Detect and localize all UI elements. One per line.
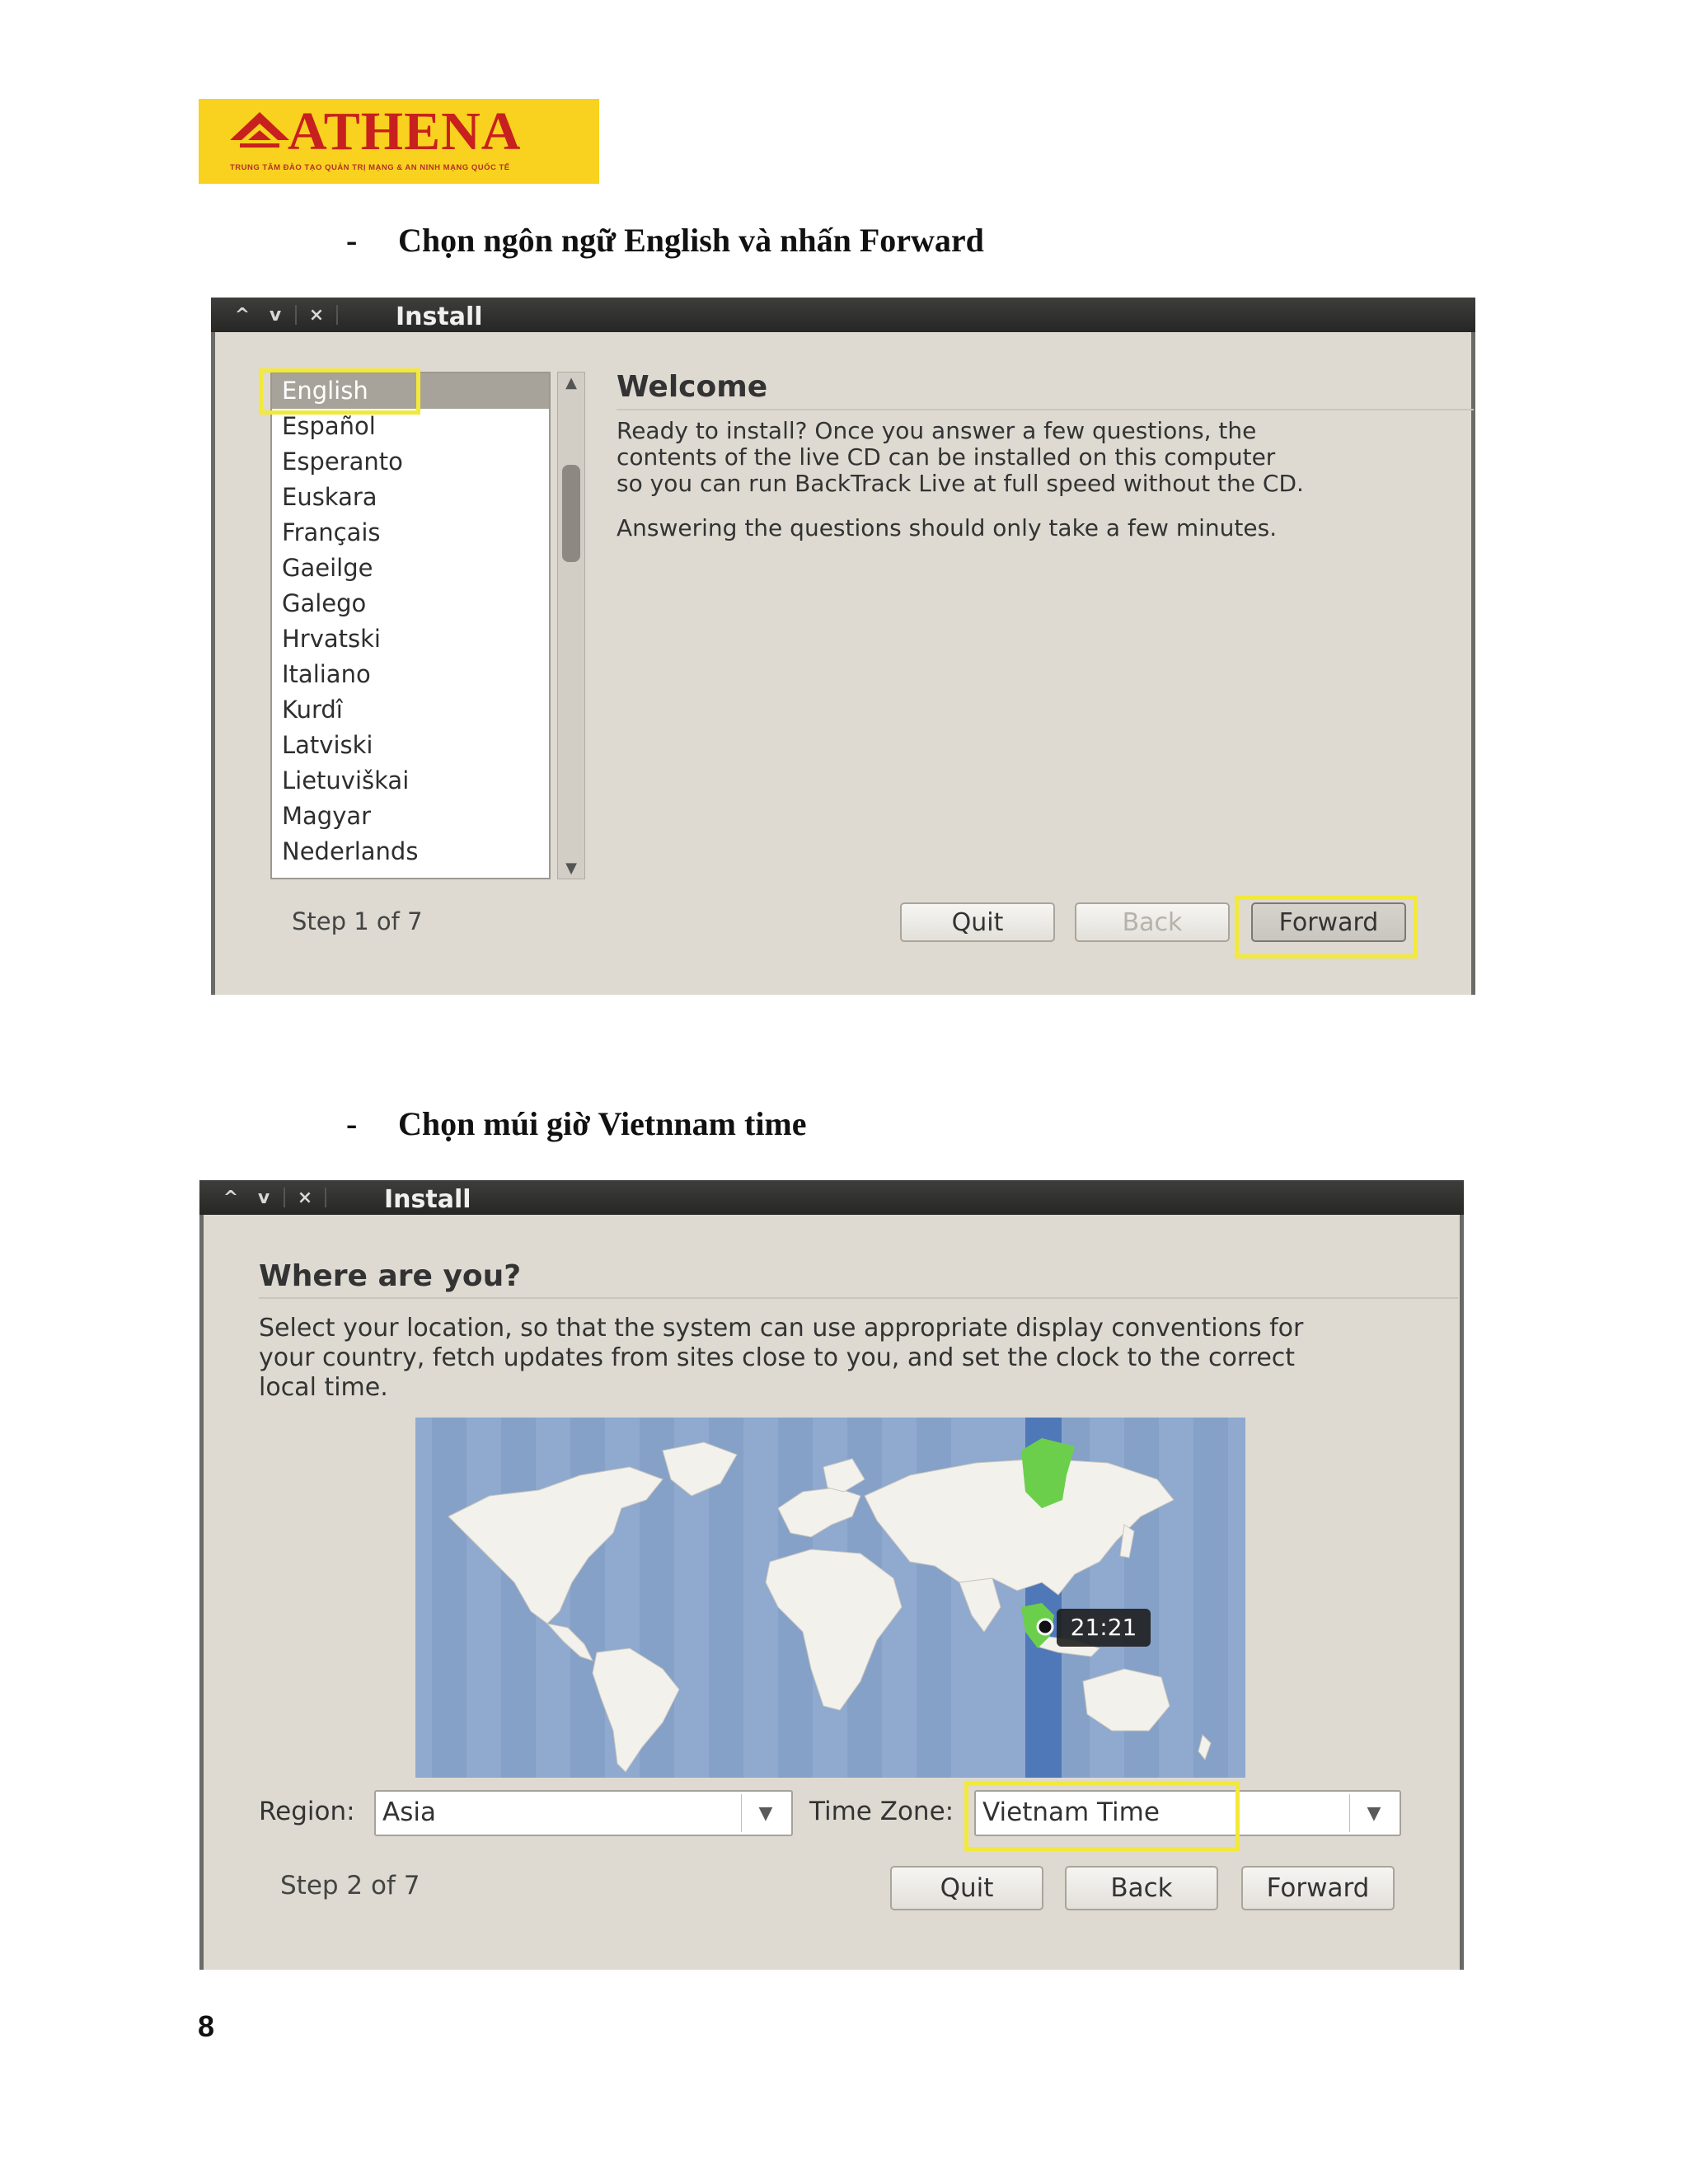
back-button[interactable]: Back (1065, 1866, 1218, 1910)
close-icon[interactable]: × (297, 1187, 313, 1208)
region-select[interactable] (374, 1790, 793, 1836)
description-line: your country, fetch updates from sites close to you, and set the clock to the correct (259, 1343, 1296, 1372)
install-window-language (211, 298, 1475, 995)
quit-button[interactable]: Quit (900, 902, 1055, 942)
minimize-icon[interactable]: v (269, 304, 282, 326)
logo-subtitle: TRUNG TÂM ĐÀO TẠO QUẢN TRỊ MẠNG & AN NINH MẠNG QUỐC TẾ (230, 163, 510, 172)
page-number: 8 (198, 2009, 215, 2043)
language-item[interactable]: Kurdî (282, 696, 343, 724)
instruction-heading-timezone (346, 1104, 807, 1143)
language-item[interactable]: English (272, 373, 549, 409)
window-title: Install (396, 302, 483, 331)
forward-button[interactable]: Forward (1241, 1866, 1395, 1910)
language-item[interactable]: Magyar (282, 802, 372, 830)
minimize-icon[interactable]: v (257, 1187, 270, 1208)
scroll-up-icon[interactable]: ▲ (565, 374, 577, 391)
window-titlebar (211, 298, 1475, 332)
region-label: Region: (259, 1797, 355, 1826)
window-titlebar (199, 1180, 1464, 1215)
language-item[interactable]: Français (282, 518, 381, 546)
timezone-value: Vietnam Time (982, 1797, 1160, 1827)
athena-logo (199, 99, 599, 184)
language-item[interactable]: Hrvatski (282, 625, 381, 653)
window-title: Install (384, 1185, 471, 1214)
install-window-timezone (199, 1180, 1464, 1970)
bullet-dash: - (346, 222, 358, 259)
language-item[interactable]: Esperanto (282, 448, 403, 476)
instruction-text: Chọn múi giờ Vietnnam time (398, 1105, 807, 1142)
maximize-icon[interactable]: ^ (223, 1187, 239, 1208)
chevron-down-icon[interactable]: ▼ (1349, 1794, 1398, 1832)
athena-logo-icon (228, 107, 291, 155)
step-indicator: Step 2 of 7 (280, 1871, 420, 1900)
description-line: Select your location, so that the system can use appropriate display conventions for (259, 1314, 1304, 1343)
map-time-label: 21:21 (1070, 1614, 1137, 1641)
welcome-text-line: contents of the live CD can be installed on this computer (617, 443, 1276, 471)
language-item[interactable]: Euskara (282, 483, 377, 511)
welcome-text-line: Answering the questions should only take a few minutes. (617, 514, 1278, 541)
forward-highlight-box (1235, 896, 1418, 958)
quit-button[interactable]: Quit (890, 1866, 1043, 1910)
welcome-text-line: so you can run BackTrack Live at full speed without the CD. (617, 470, 1304, 497)
timezone-highlight-box (964, 1782, 1240, 1851)
language-item[interactable]: Nederlands (282, 837, 419, 865)
language-item[interactable]: Italiano (282, 660, 371, 688)
back-button[interactable]: Back (1075, 902, 1230, 942)
maximize-icon[interactable]: ^ (234, 304, 251, 326)
instruction-heading-language (346, 221, 984, 260)
language-item[interactable]: Latviski (282, 731, 373, 759)
language-list[interactable] (270, 372, 551, 879)
heading-divider (617, 409, 1474, 410)
welcome-text-line: Ready to install? Once you answer a few questions, the (617, 417, 1257, 444)
scroll-down-icon[interactable]: ▼ (565, 860, 577, 877)
step-indicator: Step 1 of 7 (292, 907, 423, 935)
description-line: local time. (259, 1373, 388, 1402)
bullet-dash: - (346, 1105, 358, 1142)
language-item[interactable]: Gaeilge (282, 554, 373, 582)
forward-button[interactable]: Forward (1251, 902, 1406, 942)
chevron-down-icon[interactable]: ▼ (741, 1794, 790, 1832)
language-item[interactable]: Lietuviškai (282, 766, 410, 794)
scrollbar-thumb[interactable] (562, 465, 580, 562)
language-item[interactable]: Español (282, 412, 376, 440)
heading-divider (259, 1297, 1458, 1299)
close-icon[interactable]: × (308, 304, 325, 326)
world-map[interactable] (415, 1418, 1245, 1778)
english-highlight-box (259, 368, 420, 415)
timezone-label: Time Zone: (809, 1797, 954, 1826)
language-list-scrollbar[interactable] (557, 372, 585, 879)
where-are-you-heading: Where are you? (259, 1259, 522, 1293)
language-item[interactable]: Galego (282, 589, 367, 617)
logo-text: ATHENA (288, 101, 522, 162)
region-value: Asia (382, 1797, 436, 1827)
instruction-text: Chọn ngôn ngữ English và nhấn Forward (398, 222, 984, 259)
welcome-heading: Welcome (617, 370, 768, 404)
